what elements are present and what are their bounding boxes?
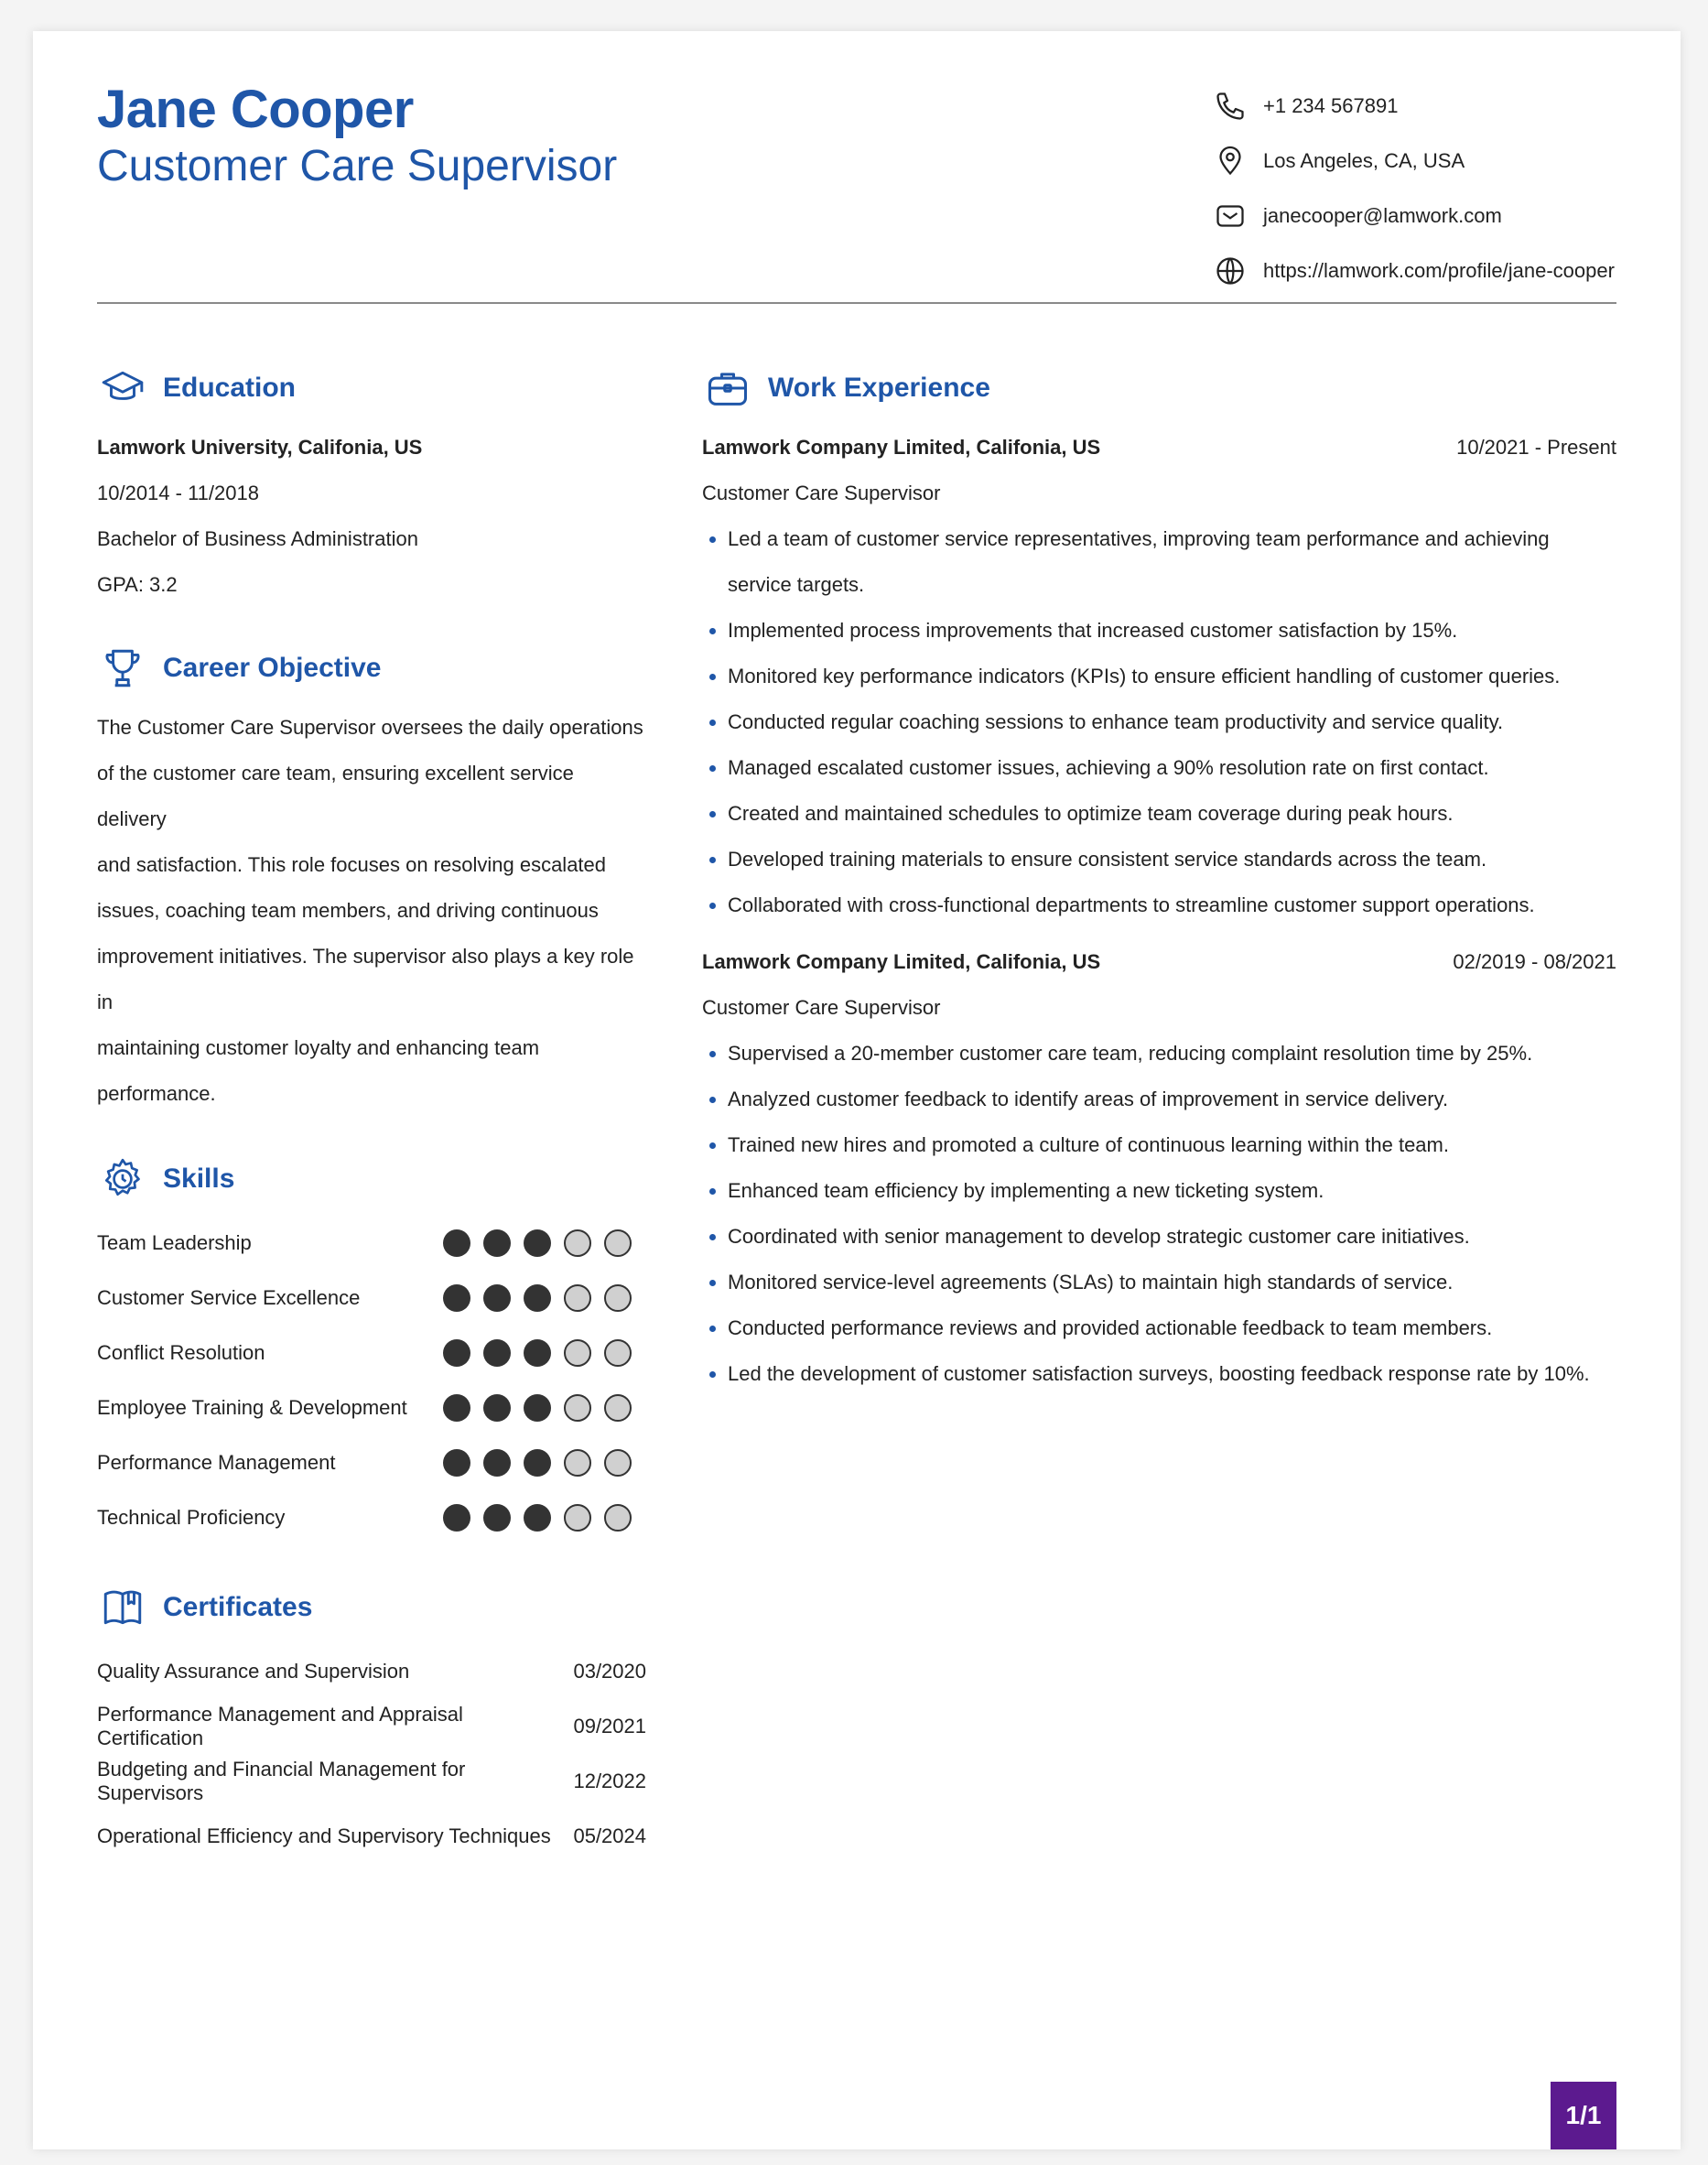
gear-icon: [97, 1153, 148, 1205]
envelope-icon: [1212, 198, 1249, 234]
job-bullet: Developed training materials to ensure consistent service standards across the team.: [702, 837, 1616, 882]
education-gpa: GPA: 3.2: [97, 573, 178, 596]
skill-row: [97, 1271, 646, 1326]
job-dates: 10/2021 - Present: [1456, 436, 1616, 459]
certificate-name: Budgeting and Financial Management for Supervisors: [97, 1758, 466, 1804]
education-school: Lamwork University, Califonia, US: [97, 436, 423, 459]
certificate-row: [97, 1644, 646, 1699]
resume-page: [33, 31, 1681, 2149]
location-text: Los Angeles, CA, USA: [1263, 149, 1465, 172]
objective-text: The Customer Care Supervisor oversees the daily operations of the customer care team, ensuring excellent service delivery and satisfaction. This role focuses on resolving escalated issues, coaching team members, and driving continuous improvement initiatives. The supervisor also plays a key role in maintaining customer loyalty and enhancing team performance.: [97, 716, 643, 1105]
skill-rating: [443, 1339, 644, 1367]
job-dates: 02/2019 - 08/2021: [1453, 950, 1616, 973]
contact-location: [1212, 134, 1616, 189]
skills-heading: Skills: [163, 1164, 235, 1194]
certificate-date: 09/2021: [573, 1715, 646, 1737]
rating-dot-filled: [443, 1394, 470, 1422]
page-indicator: 1/1: [1551, 2082, 1616, 2149]
globe-icon: [1212, 253, 1249, 289]
rating-dot-filled: [524, 1284, 551, 1312]
contact-phone: [1212, 79, 1616, 134]
rating-dot-filled: [443, 1449, 470, 1477]
email-text: janecooper@lamwork.com: [1263, 204, 1502, 227]
job-bullet: Supervised a 20-member customer care team, reducing complaint resolution time by 25%.: [702, 1031, 1616, 1077]
rating-dot-filled: [443, 1284, 470, 1312]
job-bullet: Led a team of customer service representatives, improving team performance and achieving service targets.: [702, 516, 1616, 608]
rating-dot-empty: [604, 1504, 632, 1532]
phone-icon: [1212, 88, 1249, 124]
skill-name: Performance Management: [97, 1451, 336, 1474]
skill-rating: [443, 1394, 644, 1422]
job-header: [702, 939, 1616, 985]
objective-section: [97, 641, 646, 1117]
certificate-row: [97, 1809, 646, 1864]
job-bullet: Implemented process improvements that increased customer satisfaction by 15%.: [702, 608, 1616, 654]
skill-row: [97, 1490, 646, 1545]
skill-name: Team Leadership: [97, 1231, 252, 1254]
skill-row: [97, 1380, 646, 1435]
certificates-section: [97, 1580, 646, 1864]
header-divider: [97, 302, 1616, 304]
rating-dot-filled: [524, 1449, 551, 1477]
rating-dot-empty: [564, 1229, 591, 1257]
rating-dot-filled: [483, 1229, 511, 1257]
job-bullet: Coordinated with senior management to develop strategic customer care initiatives.: [702, 1214, 1616, 1260]
job-company: Lamwork Company Limited, Califonia, US: [702, 950, 1101, 973]
trophy-icon: [97, 643, 148, 694]
job-header: [702, 425, 1616, 471]
job-bullet: Conducted performance reviews and provided actionable feedback to team members.: [702, 1305, 1616, 1351]
certificate-date: 05/2024: [573, 1824, 646, 1847]
rating-dot-filled: [483, 1504, 511, 1532]
job-bullet: Enhanced team efficiency by implementing a new ticketing system.: [702, 1168, 1616, 1214]
skill-name: Technical Proficiency: [97, 1506, 286, 1529]
job-bullet: Created and maintained schedules to optimize team coverage during peak hours.: [702, 791, 1616, 837]
website-text: https://lamwork.com/profile/jane-cooper: [1263, 259, 1615, 282]
graduation-cap-icon: [97, 363, 148, 414]
work-heading: Work Experience: [768, 373, 990, 403]
rating-dot-filled: [483, 1284, 511, 1312]
skill-name: Employee Training & Development: [97, 1396, 407, 1419]
job-bullet: Trained new hires and promoted a culture of continuous learning within the team.: [702, 1122, 1616, 1168]
certificates-list: [97, 1644, 646, 1864]
skill-rating: [443, 1449, 644, 1477]
rating-dot-empty: [564, 1284, 591, 1312]
job-bullet: Led the development of customer satisfaction surveys, boosting feedback response rate by 10%.: [702, 1351, 1616, 1397]
skill-rating: [443, 1284, 644, 1312]
briefcase-icon: [702, 363, 753, 414]
rating-dot-empty: [564, 1394, 591, 1422]
rating-dot-empty: [604, 1394, 632, 1422]
skill-name: Conflict Resolution: [97, 1341, 265, 1364]
candidate-name: Jane Cooper: [97, 80, 414, 139]
skill-rating: [443, 1229, 644, 1257]
phone-text: +1 234 567891: [1263, 94, 1399, 117]
job-role: Customer Care Supervisor: [702, 996, 941, 1019]
rating-dot-filled: [443, 1339, 470, 1367]
rating-dot-filled: [524, 1229, 551, 1257]
skill-row: [97, 1326, 646, 1380]
certificate-name: Performance Management and Appraisal Certification: [97, 1703, 463, 1749]
open-book-icon: [97, 1582, 148, 1633]
contact-website: [1212, 244, 1616, 298]
job-role: Customer Care Supervisor: [702, 482, 941, 504]
job-bullets: [702, 516, 1616, 928]
objective-heading: Career Objective: [163, 653, 382, 683]
rating-dot-filled: [443, 1504, 470, 1532]
resume-header: [97, 79, 1616, 289]
certificate-row: [97, 1699, 646, 1754]
left-column: [97, 361, 646, 1864]
contact-list: [1212, 79, 1616, 298]
skill-row: [97, 1435, 646, 1490]
rating-dot-empty: [604, 1339, 632, 1367]
work-experience-list: [702, 425, 1616, 1397]
job-bullet: Analyzed customer feedback to identify areas of improvement in service delivery.: [702, 1077, 1616, 1122]
rating-dot-filled: [483, 1339, 511, 1367]
job-bullet: Managed escalated customer issues, achieving a 90% resolution rate on first contact.: [702, 745, 1616, 791]
certificate-date: 12/2022: [573, 1770, 646, 1792]
job-bullet: Monitored key performance indicators (KPIs) to ensure efficient handling of customer queries.: [702, 654, 1616, 699]
rating-dot-filled: [443, 1229, 470, 1257]
right-column: [702, 361, 1616, 1397]
rating-dot-filled: [483, 1449, 511, 1477]
job-bullet: Monitored service-level agreements (SLAs) to maintain high standards of service.: [702, 1260, 1616, 1305]
job-entry: [702, 425, 1616, 928]
job-bullet: Conducted regular coaching sessions to enhance team productivity and service quality.: [702, 699, 1616, 745]
skill-rating: [443, 1504, 644, 1532]
rating-dot-filled: [483, 1394, 511, 1422]
rating-dot-filled: [524, 1339, 551, 1367]
rating-dot-filled: [524, 1504, 551, 1532]
education-section: [97, 361, 646, 608]
job-entry: [702, 939, 1616, 1397]
rating-dot-empty: [564, 1339, 591, 1367]
rating-dot-filled: [524, 1394, 551, 1422]
skills-list: [97, 1216, 646, 1545]
job-bullets: [702, 1031, 1616, 1397]
skill-row: [97, 1216, 646, 1271]
skill-name: Customer Service Excellence: [97, 1286, 361, 1309]
education-degree: Bachelor of Business Administration: [97, 527, 418, 550]
skills-section: [97, 1152, 646, 1545]
rating-dot-empty: [564, 1449, 591, 1477]
certificates-heading: Certificates: [163, 1592, 313, 1622]
education-dates: 10/2014 - 11/2018: [97, 482, 259, 504]
certificate-name: Operational Efficiency and Supervisory Techniques: [97, 1824, 551, 1847]
contact-email: [1212, 189, 1616, 244]
job-company: Lamwork Company Limited, Califonia, US: [702, 436, 1101, 459]
rating-dot-empty: [604, 1449, 632, 1477]
certificate-row: [97, 1754, 646, 1809]
certificate-name: Quality Assurance and Supervision: [97, 1660, 410, 1683]
rating-dot-empty: [604, 1284, 632, 1312]
education-heading: Education: [163, 373, 297, 403]
rating-dot-empty: [604, 1229, 632, 1257]
candidate-title: Customer Care Supervisor: [97, 142, 618, 190]
job-bullet: Collaborated with cross-functional departments to streamline customer support operations.: [702, 882, 1616, 928]
location-pin-icon: [1212, 143, 1249, 179]
rating-dot-empty: [564, 1504, 591, 1532]
certificate-date: 03/2020: [573, 1660, 646, 1683]
